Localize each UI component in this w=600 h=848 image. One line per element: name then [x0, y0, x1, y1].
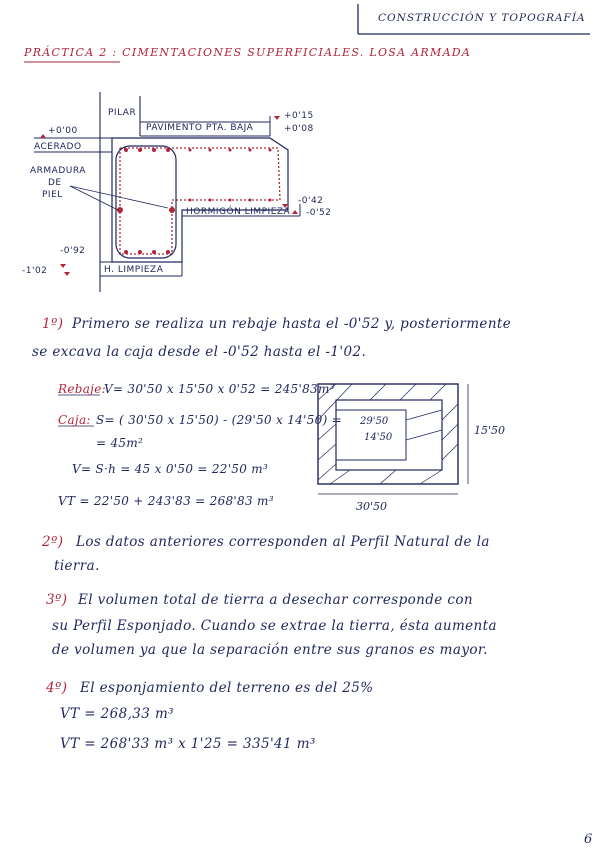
- rebaje-label: Rebaje:: [58, 382, 106, 396]
- step-4-line-2: VT = 268,33 m³: [60, 706, 174, 722]
- step-2-number: 2º): [42, 534, 64, 550]
- caja-volume: V= S·h = 45 x 0'50 = 22'50 m³: [72, 462, 269, 476]
- hlimpieza-label: H. LIMPIEZA: [104, 265, 164, 275]
- level-052: -0'52: [306, 208, 332, 218]
- armadura-label-1: ARMADURA: [30, 166, 86, 176]
- step-4-line-3: VT = 268'33 m³ x 1'25 = 335'41 m³: [60, 736, 316, 752]
- caja-formula: S= ( 30'50 x 15'50) - (29'50 x 14'50) =: [96, 413, 343, 427]
- step-3-number: 3º): [46, 592, 68, 608]
- step-3-line-1: El volumen total de tierra a desechar corresponde con: [78, 592, 473, 608]
- armadura-label-2: DE: [48, 178, 62, 188]
- sketch-outer-width: 30'50: [356, 500, 388, 513]
- step-2-line-2: tierra.: [54, 558, 100, 574]
- level-015: +0'15: [284, 111, 314, 121]
- step-1-number: 1º): [42, 316, 64, 332]
- level-092: -0'92: [60, 246, 86, 256]
- level-000: +0'00: [48, 126, 78, 136]
- pavimento-label: PAVIMENTO PTA. BAJA: [146, 123, 254, 133]
- step-3-line-3: de volumen ya que la separación entre sus granos es mayor.: [52, 642, 488, 658]
- step-2-line-1: Los datos anteriores corresponden al Perfil Natural de la: [76, 534, 490, 550]
- page-title: PRÁCTICA 2 : CIMENTACIONES SUPERFICIALES. LOSA ARMADA: [24, 46, 472, 59]
- step-1-line-2: se excava la caja desde el -0'52 hasta el -1'02.: [32, 344, 367, 360]
- pilar-label: PILAR: [108, 108, 137, 118]
- total-volume: VT = 22'50 + 243'83 = 268'83 m³: [58, 494, 274, 508]
- caja-label: Caja:: [58, 413, 91, 427]
- level-042: -0'42: [298, 196, 324, 206]
- level-102: -1'02: [22, 266, 48, 276]
- sketch-inner-width: 29'50: [360, 416, 389, 427]
- step-4-number: 4º): [46, 680, 68, 696]
- acerado-label: ACERADO: [34, 142, 82, 152]
- course-header: CONSTRUCCIÓN Y TOPOGRAFÍA: [378, 12, 586, 24]
- page-number: 6: [584, 832, 593, 847]
- caja-result: = 45m²: [96, 436, 144, 450]
- sketch-inner-height: 14'50: [364, 432, 393, 443]
- sketch-outer-height: 15'50: [474, 424, 506, 437]
- armadura-label-3: PIEL: [42, 190, 63, 200]
- step-4-line-1: El esponjamiento del terreno es del 25%: [80, 680, 374, 696]
- level-008: +0'08: [284, 124, 314, 134]
- rebaje-formula: V= 30'50 x 15'50 x 0'52 = 245'83m³: [104, 382, 335, 396]
- step-1-line-1: Primero se realiza un rebaje hasta el -0'52 y, posteriormente: [72, 316, 512, 332]
- hormigon-label: HORMIGÓN LIMPIEZA: [186, 207, 291, 217]
- step-3-line-2: su Perfil Esponjado. Cuando se extrae la tierra, ésta aumenta: [52, 618, 497, 634]
